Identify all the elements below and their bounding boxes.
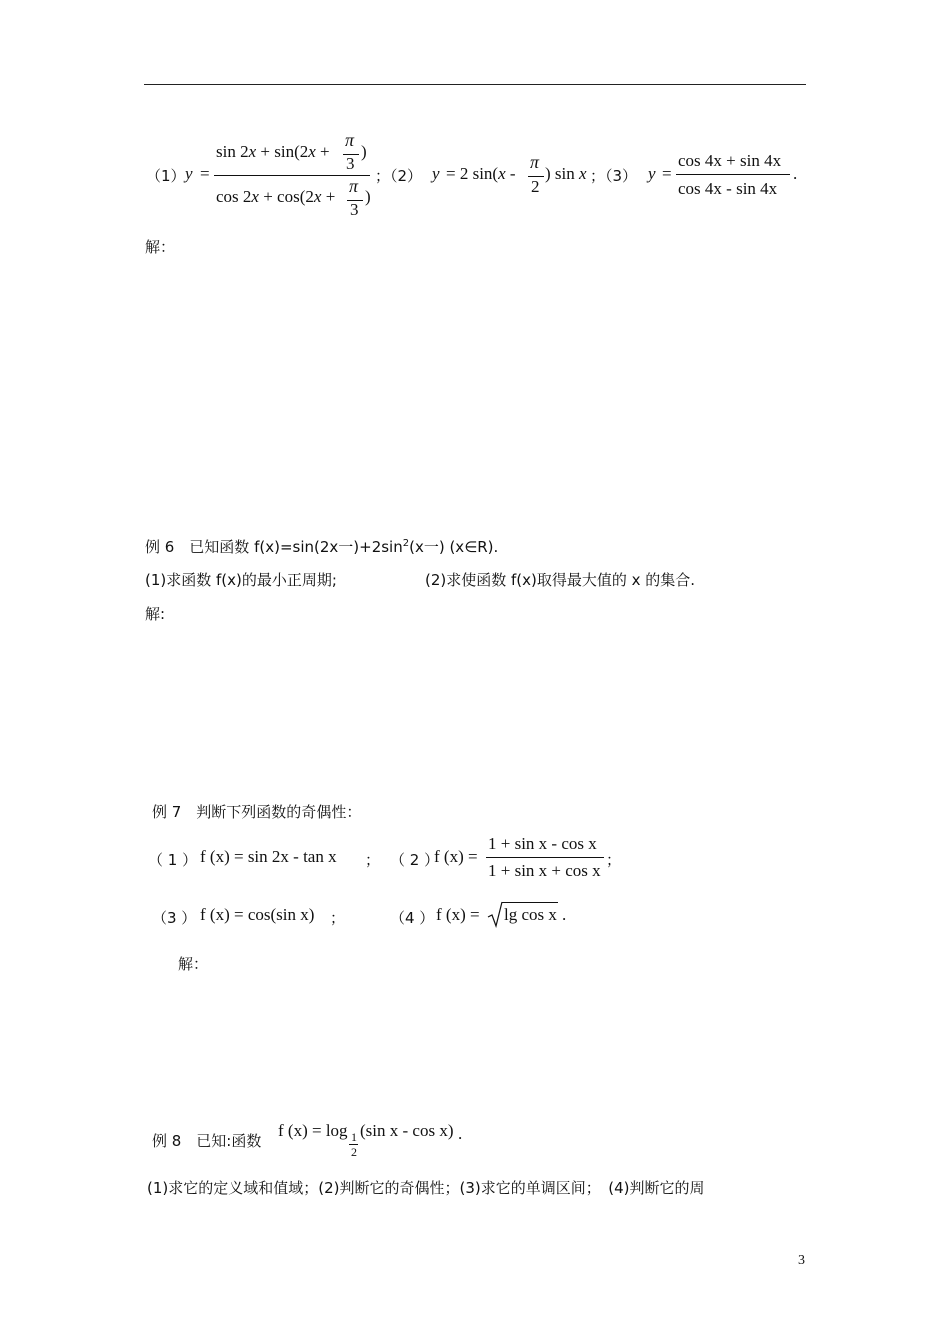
example-8-questions: (1)求它的定义域和值域；(2)判断它的奇偶性；(3)求它的单调区间； (4)判断它的周 bbox=[147, 1179, 705, 1197]
header-rule bbox=[144, 84, 806, 85]
solution-label: 解： bbox=[145, 238, 176, 256]
denominator-two: 2 bbox=[531, 177, 540, 196]
log-base-denominator: 2 bbox=[351, 1145, 357, 1159]
function-3: f (x) = cos(sin x) bbox=[200, 905, 315, 924]
function-2-fraction-line bbox=[486, 857, 604, 858]
period: . bbox=[562, 905, 567, 924]
log-base-numerator: 1 bbox=[351, 1130, 357, 1144]
y-var: y bbox=[432, 164, 440, 183]
function-2-tail: ) sin x bbox=[545, 164, 587, 183]
fraction-1-denominator: cos 2x + cos(2x + bbox=[216, 187, 336, 206]
equals-sign: = bbox=[662, 164, 672, 183]
separator-2: ；（2） bbox=[375, 167, 423, 185]
pi-symbol: π bbox=[345, 130, 355, 150]
function-1: f (x) = sin 2x - tan x bbox=[200, 847, 337, 866]
period: . bbox=[458, 1124, 463, 1143]
equals-sign: = bbox=[200, 164, 210, 183]
function-lhs: f (x) = log bbox=[278, 1121, 348, 1140]
function-2-numerator: 1 + sin x - cos x bbox=[488, 834, 597, 853]
example-6-question-1: (1)求函数 f(x)的最小正周期; bbox=[145, 571, 337, 589]
example-7-title: 例 7 判断下列函数的奇偶性： bbox=[152, 803, 362, 821]
fraction-3-numerator: cos 4x + sin 4x bbox=[678, 151, 782, 170]
separator-3: ；（3） bbox=[590, 167, 638, 185]
function-4-radicand: lg cos x bbox=[504, 905, 557, 924]
example-6-title: 例 6 已知函数 f(x)=sin(2x一)$+2\sin^2(x$一) (x∈R). bbox=[145, 538, 499, 556]
semicolon: ； bbox=[330, 909, 346, 927]
y-var: y bbox=[185, 164, 193, 183]
fraction-1-line bbox=[214, 175, 370, 176]
period: . bbox=[793, 164, 798, 183]
pi-symbol: π bbox=[349, 176, 359, 196]
right-paren: ) bbox=[365, 187, 371, 206]
item-label-4: （4 ） bbox=[390, 909, 435, 927]
example-6-question-2: (2)求使函数 f(x)取得最大值的 x 的集合. bbox=[425, 571, 696, 589]
y-var: y bbox=[648, 164, 656, 183]
denominator-three: 3 bbox=[346, 154, 355, 173]
function-4-lhs: f (x) = bbox=[436, 905, 480, 924]
solution-label: 解： bbox=[178, 955, 209, 973]
fraction-3-denominator: cos 4x - sin 4x bbox=[678, 179, 778, 198]
function-rhs: (sin x - cos x) bbox=[360, 1121, 454, 1140]
item-label-3: （3 ） bbox=[152, 909, 197, 927]
function-2-lhs: f (x) = bbox=[434, 847, 478, 866]
function-2-denominator: 1 + sin x + cos x bbox=[488, 861, 601, 880]
denominator-three: 3 bbox=[350, 200, 359, 219]
item-label-1: （ 1 ） bbox=[148, 851, 198, 869]
radical-overline bbox=[502, 902, 558, 903]
solution-label: 解: bbox=[145, 605, 166, 623]
page-number: 3 bbox=[798, 1253, 805, 1268]
example-8-title: 例 8 已知:函数 bbox=[152, 1132, 262, 1150]
item-label-2: （ 2 ） bbox=[390, 851, 440, 869]
semicolon: ； bbox=[365, 851, 381, 869]
item-label-1: （1） bbox=[146, 167, 186, 185]
radical-sign-icon bbox=[487, 900, 503, 928]
function-2: = 2 sin(x - bbox=[446, 164, 516, 183]
pi-symbol: π bbox=[530, 152, 540, 172]
fraction-3-line bbox=[676, 174, 790, 175]
fraction-1-numerator: sin 2x + sin(2x + bbox=[216, 142, 330, 161]
semicolon: ； bbox=[606, 851, 622, 869]
right-paren: ) bbox=[361, 142, 367, 161]
